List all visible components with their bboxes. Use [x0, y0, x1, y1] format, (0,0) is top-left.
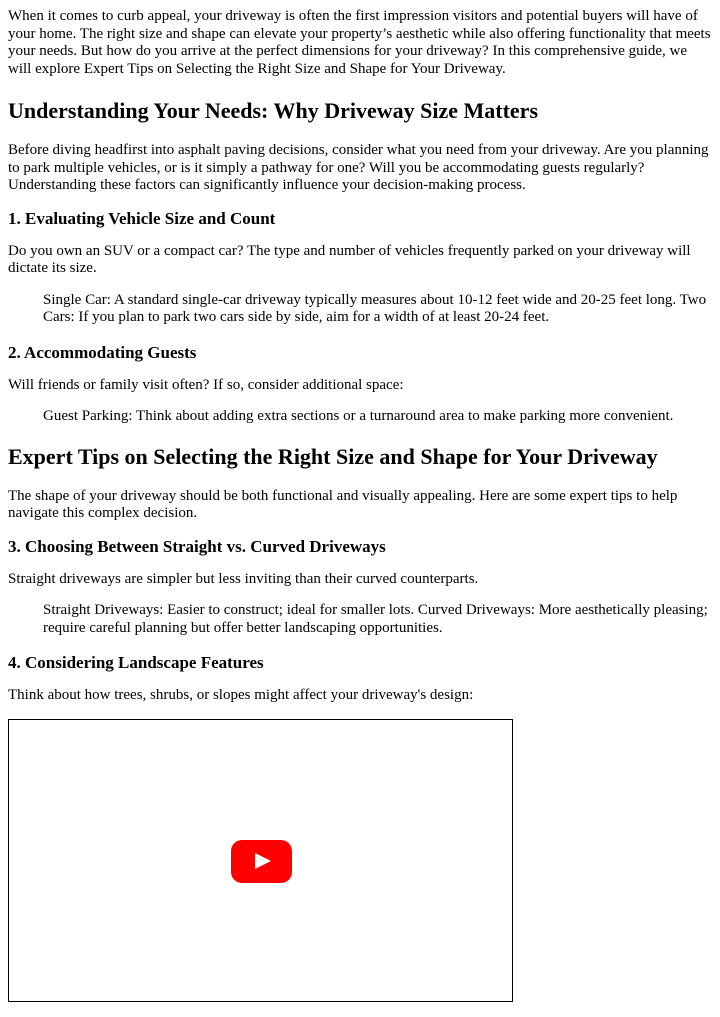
subsection-paragraph: Think about how trees, shrubs, or slopes might affect your driveway's design: — [8, 687, 474, 703]
blockquote-guest-parking: Guest Parking: Think about adding extra sections or a turnaround area to make parking more convenient. — [43, 408, 674, 424]
subheading-accommodating-guests: 2. Accommodating Guests — [8, 342, 197, 362]
subsection-paragraph: Straight driveways are simpler but less inviting than their curved counterparts. — [8, 570, 479, 587]
section-paragraph: Before diving headfirst into asphalt paving decisions, consider what you need from your driveway. Are you planning to park multiple vehicles, or is it simply a pathway for one? Will you be accommodating guests regularly? Understanding these factors can significantly influence your decision-making process. — [8, 142, 709, 193]
section-paragraph: The shape of your driveway should be both functional and visually appealing. Here are some expert tips to help navigate this complex decision. — [8, 487, 678, 521]
youtube-play-icon[interactable] — [231, 840, 292, 883]
video-embed[interactable] — [8, 719, 513, 1002]
subheading-vehicle-size: 1. Evaluating Vehicle Size and Count — [8, 208, 276, 228]
section-heading-expert-tips: Expert Tips on Selecting the Right Size and Shape for Your Driveway — [8, 443, 658, 469]
subheading-landscape-features: 4. Considering Landscape Features — [8, 653, 264, 672]
blockquote-driveway-types: Straight Driveways: Easier to construct; ideal for smaller lots. Curved Driveways: More aesthetically pleasing; require careful planning but offer better landscaping opportunities. — [43, 602, 708, 636]
intro-paragraph: When it comes to curb appeal, your driveway is often the first impression visitors and potential buyers will have of your home. The right size and shape can elevate your property’s aesthetic while also offering functionality that meets your needs. But how do you arrive at the perfect dimensions for your driveway? In this comprehensive guide, we will explore Expert Tips on Selecting the Right Size and Shape for Your Driveway. — [8, 8, 711, 77]
blockquote-car-sizes: Single Car: A standard single-car driveway typically measures about 10-12 feet wide and 20-25 feet long. Two Cars: If you plan to park two cars side by side, aim for a width of at least 20-24 feet. — [43, 291, 707, 325]
subheading-straight-vs-curved: 3. Choosing Between Straight vs. Curved Driveways — [8, 536, 386, 556]
subsection-paragraph: Will friends or family visit often? If so, consider additional space: — [8, 376, 404, 393]
play-triangle-icon — [255, 853, 271, 869]
subsection-paragraph: Do you own an SUV or a compact car? The type and number of vehicles frequently parked on your driveway will dictate its size. — [8, 242, 691, 276]
section-heading-understanding-needs: Understanding Your Needs: Why Driveway Size Matters — [8, 98, 539, 123]
